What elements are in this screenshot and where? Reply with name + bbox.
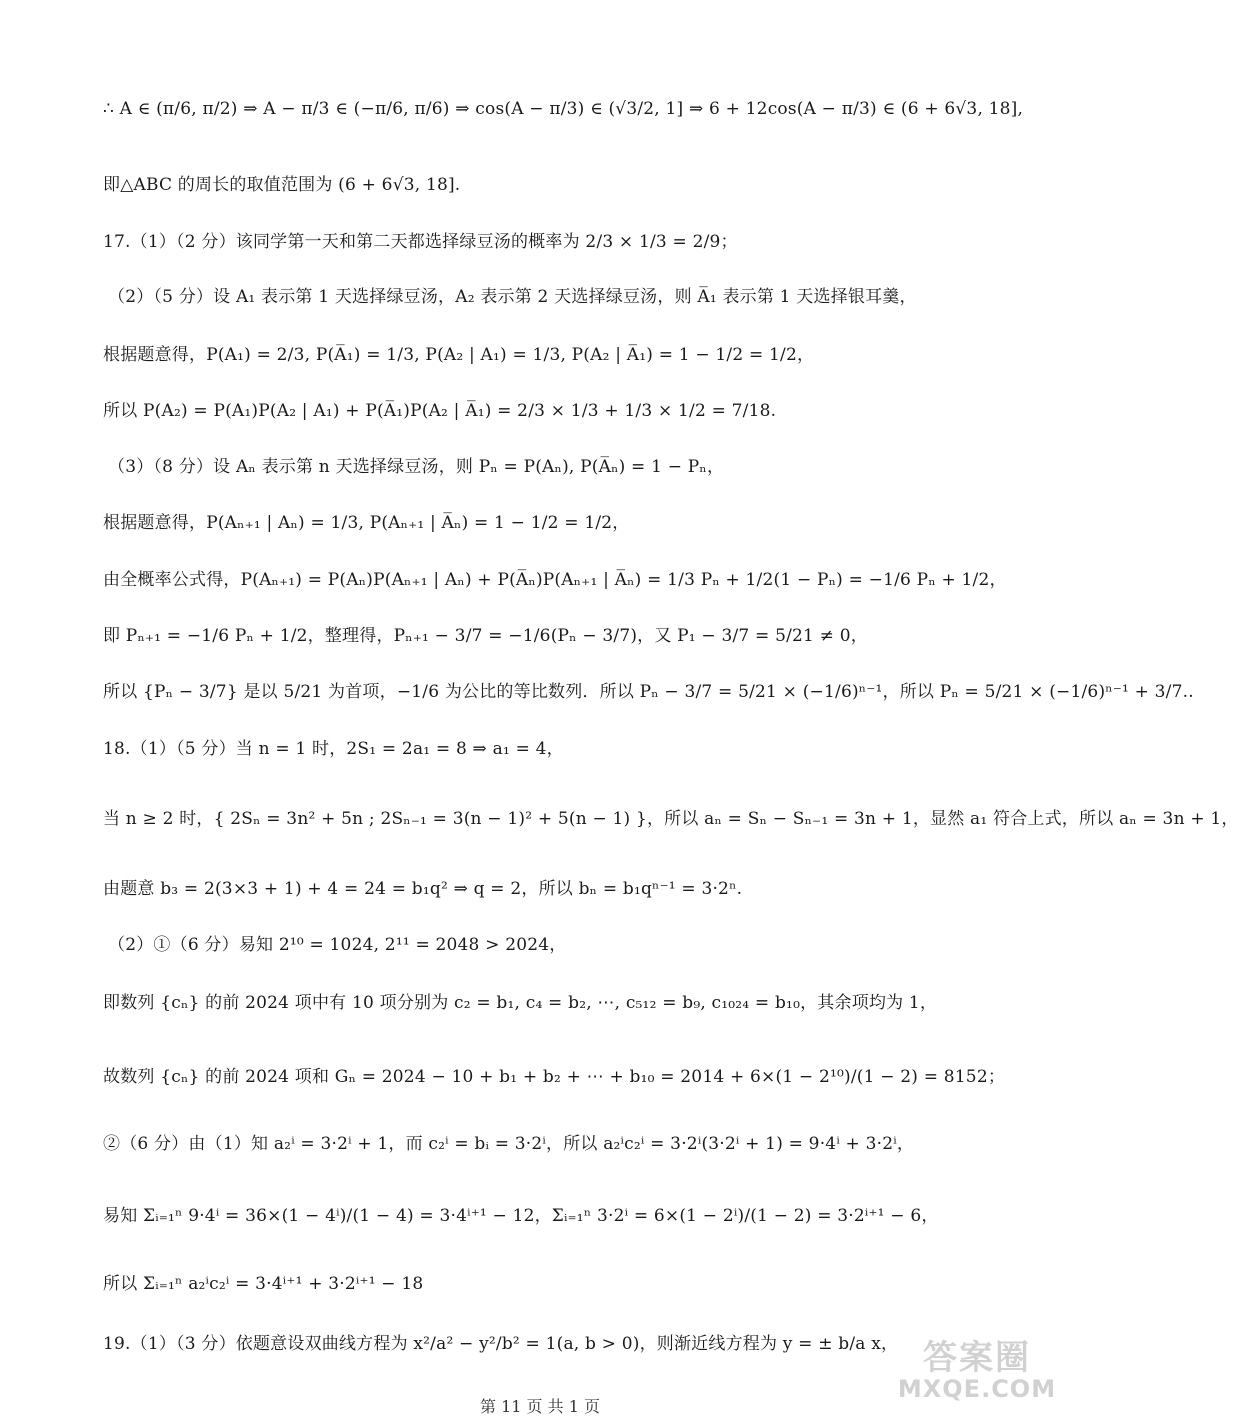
q19-part1: 19.（1）（3 分）依题意设双曲线方程为 x²/a² − y²/b² = 1(a, b > 0)，则渐近线方程为 y = ± b/a x， (103, 1334, 899, 1354)
q17-part2-probabilities: 根据题意得，P(A₁) = 2/3, P(A̅₁) = 1/3, P(A₂ | A₁) = 1/3, P(A₂ | A̅₁) = 1 − 1/2 = 1/2， (103, 345, 815, 365)
solution-line-range-of-A: ∴ A ∈ (π/6, π/2) ⇒ A − π/3 ∈ (−π/6, π/6) ⇒ cos(A − π/3) ∈ (√3/2, 1] ⇒ 6 + 12cos(A − π/3) ∈ (6 + 6√3, 18], (103, 99, 1024, 119)
q18-part2-2-product: ②（6 分）由（1）知 a₂ⁱ = 3·2ⁱ + 1，而 c₂ⁱ = bᵢ = 3·2ⁱ，所以 a₂ⁱc₂ⁱ = 3·2ⁱ(3·2ⁱ + 1) = 9·4ⁱ + 3·2ⁱ， (103, 1134, 915, 1154)
q18-part2-1-intro: （2）①（6 分）易知 2¹⁰ = 1024, 2¹¹ = 2048 > 2024， (108, 935, 567, 955)
q18-part2-1-sum: 故数列 {cₙ} 的前 2024 项和 Gₙ = 2024 − 10 + b₁ + b₂ + ⋯ + b₁₀ = 2014 + 6×(1 − 2¹⁰)/(1 − 2) = 8152； (103, 1067, 1006, 1087)
q17-part1: 17.（1）（2 分）该同学第一天和第二天都选择绿豆汤的概率为 2/3 × 1/3 = 2/9； (103, 232, 738, 252)
watermark (892, 1330, 1062, 1403)
q17-part3-total-probability: 由全概率公式得，P(Aₙ₊₁) = P(Aₙ)P(Aₙ₊₁ | Aₙ) + P(A̅ₙ)P(Aₙ₊₁ | A̅ₙ) = 1/3 Pₙ + 1/2(1 − Pₙ) = −1/6 Pₙ + 1/2， (103, 570, 1007, 590)
q17-part3-setup: （3）（8 分）设 Aₙ 表示第 n 天选择绿豆汤，则 Pₙ = P(Aₙ), P(A̅ₙ) = 1 − Pₙ， (108, 457, 725, 477)
q18-part1-base: 18.（1）（5 分）当 n = 1 时，2S₁ = 2a₁ = 8 ⇒ a₁ = 4， (103, 739, 564, 759)
solution-line-perimeter-range: 即△ABC 的周长的取值范围为 (6 + 6√3, 18]. (103, 175, 461, 195)
q18-part2-1-terms: 即数列 {cₙ} 的前 2024 项中有 10 项分别为 c₂ = b₁, c₄ = b₂, ⋯, c₅₁₂ = b₉, c₁₀₂₄ = b₁₀，其余项均为 1， (103, 993, 938, 1013)
watermark-logo: 答案圈 (923, 1338, 1031, 1378)
q17-part3-conclusion: 所以 {Pₙ − 3/7} 是以 5/21 为首项，−1/6 为公比的等比数列．所以 Pₙ − 3/7 = 5/21 × (−1/6)ⁿ⁻¹，所以 Pₙ = 5/21 × (−1/6)ⁿ⁻¹ + 3/7.. (103, 682, 1194, 702)
q17-part3-recurrence: 即 Pₙ₊₁ = −1/6 Pₙ + 1/2，整理得，Pₙ₊₁ − 3/7 = −1/6(Pₙ − 3/7)，又 P₁ − 3/7 = 5/21 ≠ 0， (103, 626, 868, 646)
q17-part3-conditionals: 根据题意得，P(Aₙ₊₁ | Aₙ) = 1/3, P(Aₙ₊₁ | A̅ₙ) = 1 − 1/2 = 1/2， (103, 513, 630, 533)
q17-part2-result: 所以 P(A₂) = P(A₁)P(A₂ | A₁) + P(A̅₁)P(A₂ | A̅₁) = 2/3 × 1/3 + 1/3 × 1/2 = 7/18. (103, 401, 777, 421)
q17-part2-setup: （2）（5 分）设 A₁ 表示第 1 天选择绿豆汤，A₂ 表示第 2 天选择绿豆汤，则 A̅₁ 表示第 1 天选择银耳羹， (108, 287, 917, 307)
watermark-url: MXQE.COM (897, 1375, 1057, 1403)
q18-part2-2-result: 所以 Σᵢ₌₁ⁿ a₂ⁱc₂ⁱ = 3·4ⁱ⁺¹ + 3·2ⁱ⁺¹ − 18 (103, 1274, 424, 1294)
q18-part1-b-sequence: 由题意 b₃ = 2(3×3 + 1) + 4 = 24 = b₁q² ⇒ q = 2，所以 bₙ = b₁qⁿ⁻¹ = 3·2ⁿ. (103, 879, 743, 899)
page-footer: 第 11 页 共 1 页 (480, 1397, 600, 1416)
q18-part2-2-sums: 易知 Σᵢ₌₁ⁿ 9·4ⁱ = 36×(1 − 4ⁱ)/(1 − 4) = 3·4ⁱ⁺¹ − 12，Σᵢ₌₁ⁿ 3·2ⁱ = 6×(1 − 2ⁱ)/(1 − 2) = 3·2ⁱ⁺¹ − 6， (103, 1206, 939, 1226)
q18-part1-general-term: 当 n ≥ 2 时，{ 2Sₙ = 3n² + 5n ; 2Sₙ₋₁ = 3(n − 1)² + 5(n − 1) }，所以 aₙ = Sₙ − Sₙ₋₁ = 3n + 1，显然 a₁ 符合上式，所以 aₙ = 3n + 1， (103, 809, 1239, 829)
